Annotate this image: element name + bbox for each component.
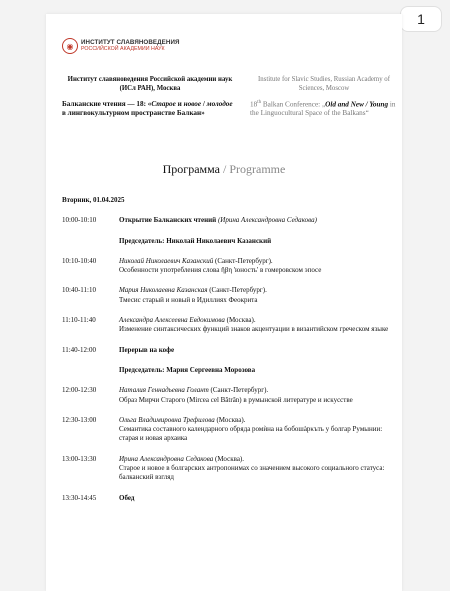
break-label: Перерыв на кофе <box>119 345 175 354</box>
speaker-city: (Санкт-Петербург). <box>207 286 267 295</box>
speaker-name: Александра Алексеевна Евдокимова <box>119 316 225 325</box>
session-host: (Ирина Александровна Седакова) <box>216 216 317 225</box>
speaker-city: (Москва). <box>214 415 246 424</box>
schedule-row <box>62 416 390 444</box>
page-title: Программа / Programme <box>162 162 286 176</box>
speaker-city: (Москва). <box>224 316 256 325</box>
program-day: Вторник, 01.04.2025 <box>62 196 125 204</box>
time-slot: 12:00-12:30 <box>62 386 97 395</box>
session-chair: Председатель: Мария Сергеевна Морозова <box>119 365 256 374</box>
institution-name-ru: Институт славяноведения Российской академии наук (ИСл РАН), Москва <box>67 76 233 92</box>
speaker-name: Мария Николаевна Казанская <box>119 286 208 295</box>
time-slot: 10:00-10:10 <box>62 216 97 225</box>
speaker-name: Ирина Александровна Седакова <box>119 454 214 463</box>
talk-title: Изменение синтаксических функций знаков акцентуации в византийском греческом языке <box>119 325 389 334</box>
speaker-city: (Москва). <box>213 454 245 463</box>
speaker-name: Николай Николаевич Казанский <box>119 256 214 265</box>
talk-title: Семантика составного календарного обряда ромѝна на бобошàрκъть у болгар Румынии: старая и новая архаика <box>119 425 383 443</box>
speaker-name: Ольга Владимировна Трефилова <box>119 415 215 424</box>
schedule-row <box>62 216 390 225</box>
session-title: Открытие Балканских чтений <box>119 216 217 225</box>
schedule-row <box>62 257 390 276</box>
time-slot: 12:30-13:00 <box>62 415 97 424</box>
session-chair: Председатель: Николай Николаевич Казанский <box>119 236 272 245</box>
header-english <box>250 76 398 119</box>
institution-name-en: Institute for Slavic Studies, Russian Academy of Sciences, Moscow <box>258 76 390 92</box>
speaker-city: (Санкт-Петербург). <box>213 256 273 265</box>
schedule-row <box>62 494 390 503</box>
schedule-row <box>62 455 390 483</box>
talk-title: Особенности употребления слова ἥβη 'юность' в гомеровском эпосе <box>119 266 322 275</box>
time-slot: 10:10-10:40 <box>62 256 97 265</box>
talk-title: Тмесис старый и новый в Идиллиях Феокрита <box>119 295 258 304</box>
page-number-badge: 1 <box>400 6 442 32</box>
institute-logo <box>62 38 180 54</box>
time-slot: 13:00-13:30 <box>62 454 97 463</box>
talk-title: Старое и новое в болгарских антропонимах со значением высокого социального статуса: балканский взгляд <box>119 464 385 482</box>
time-slot: 13:30-14:45 <box>62 493 97 502</box>
talk-title: Образ Мирчи Старого (Mircea cel Bătrân) в румынской литературе и искусстве <box>119 395 353 404</box>
document-page <box>46 14 402 591</box>
logo-line-1: ИНСТИТУТ СЛАВЯНОВЕДЕНИЯ <box>81 38 180 46</box>
title-en: Programme <box>229 162 286 176</box>
logo-line-2: РОССИЙСКОЙ АКАДЕМИИ НАУК <box>81 45 165 52</box>
schedule-row <box>62 346 390 355</box>
break-label: Обед <box>119 493 135 502</box>
schedule-row <box>62 286 390 305</box>
schedule-row <box>62 316 390 335</box>
speaker-name: Наталия Геннадьевна Голант <box>119 386 209 395</box>
conference-title-en: 18th Balkan Conference: „Old and New / Young in the Linguocultural Space of the Balkans“ <box>250 99 396 118</box>
time-slot: 11:10-11:40 <box>62 316 96 325</box>
time-slot: 11:40-12:00 <box>62 345 96 354</box>
schedule-row <box>62 386 390 405</box>
conference-title-ru: Балканские чтения — 18: «Старое и новое / молодое в лингвокультурном пространстве Балкан» <box>62 99 233 118</box>
logo-emblem-icon: ◉ <box>62 38 78 54</box>
time-slot: 10:40-11:10 <box>62 286 96 295</box>
speaker-city: (Санкт-Петербург). <box>208 386 269 395</box>
title-ru: Программа <box>162 162 220 176</box>
header-russian <box>62 76 238 118</box>
program-schedule <box>62 196 390 514</box>
